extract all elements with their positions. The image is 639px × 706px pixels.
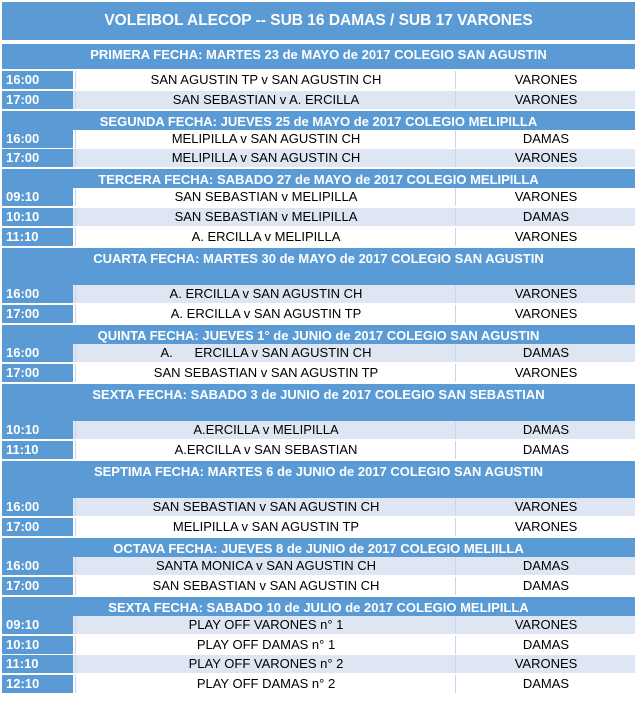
match-category: DAMAS [455, 421, 636, 439]
match-category: VARONES [455, 305, 636, 323]
match-time: 17:00 [2, 91, 73, 109]
match-category: DAMAS [455, 577, 636, 595]
match-time: 16:00 [2, 130, 73, 148]
match-time: 16:00 [2, 285, 73, 303]
match-time: 11:10 [2, 441, 73, 459]
match-time: 16:00 [2, 344, 73, 362]
match-category: DAMAS [455, 557, 636, 575]
match-teams: PLAY OFF VARONES n° 1 [75, 616, 456, 634]
match-teams: SANTA MONICA v SAN AGUSTIN CH [75, 557, 456, 575]
table-row [2, 208, 635, 227]
round-header: OCTAVA FECHA: JUEVES 8 de JUNIO de 2017 COLEGIO MELIILLA [2, 537, 635, 558]
table-row [2, 655, 635, 674]
table-row [2, 557, 635, 576]
match-teams: MELIPILLA v SAN AGUSTIN TP [75, 518, 456, 536]
match-time: 09:10 [2, 616, 73, 634]
match-time: 09:10 [2, 188, 73, 206]
round-header: QUINTA FECHA: JUEVES 1° de JUNIO de 2017 COLEGIO SAN AGUSTIN [2, 324, 635, 345]
match-teams: PLAY OFF VARONES n° 2 [75, 655, 456, 673]
match-time: 17:00 [2, 149, 73, 167]
match-teams: PLAY OFF DAMAS n° 1 [75, 636, 456, 654]
match-teams: A. ERCILLA v SAN AGUSTIN TP [75, 305, 456, 323]
match-category: DAMAS [455, 441, 636, 459]
match-teams: SAN SEBASTIAN v SAN AGUSTIN CH [75, 498, 456, 516]
match-teams: SAN SEBASTIAN v MELIPILLA [75, 208, 456, 226]
match-time: 17:00 [2, 577, 73, 595]
table-row [2, 91, 635, 110]
match-time: 10:10 [2, 208, 73, 226]
match-teams: MELIPILLA v SAN AGUSTIN CH [75, 130, 456, 148]
round-header: SEGUNDA FECHA: JUEVES 25 de MAYO de 2017 COLEGIO MELIPILLA [2, 110, 635, 131]
match-category: VARONES [455, 285, 636, 303]
match-category: VARONES [455, 71, 636, 89]
round-header: SEXTA FECHA: SABADO 10 de JULIO de 2017 COLEGIO MELIPILLA [2, 596, 635, 616]
round-header: SEPTIMA FECHA: MARTES 6 de JUNIO de 2017 COLEGIO SAN AGUSTIN [2, 460, 635, 498]
table-row [2, 305, 635, 324]
match-time: 16:00 [2, 498, 73, 516]
table-row [2, 636, 635, 655]
match-category: DAMAS [455, 675, 636, 693]
match-teams: SAN SEBASTIAN v MELIPILLA [75, 188, 456, 206]
round-header: CUARTA FECHA: MARTES 30 de MAYO de 2017 COLEGIO SAN AGUSTIN [2, 247, 635, 285]
match-time: 16:00 [2, 71, 73, 89]
round-header: SEXTA FECHA: SABADO 3 de JUNIO de 2017 COLEGIO SAN SEBASTIAN [2, 383, 635, 421]
table-row [2, 421, 635, 440]
table-row [2, 441, 635, 460]
table-row [2, 518, 635, 537]
match-category: DAMAS [455, 130, 636, 148]
table-row [2, 285, 635, 304]
match-time: 11:10 [2, 228, 73, 246]
match-category: VARONES [455, 228, 636, 246]
match-time: 12:10 [2, 675, 73, 693]
match-category: VARONES [455, 616, 636, 634]
match-time: 17:00 [2, 518, 73, 536]
match-time: 11:10 [2, 655, 73, 673]
match-category: VARONES [455, 518, 636, 536]
match-time: 17:00 [2, 364, 73, 382]
match-teams: A. ERCILLA v SAN AGUSTIN CH [75, 285, 456, 303]
match-teams: SAN AGUSTIN TP v SAN AGUSTIN CH [75, 71, 456, 89]
table-row [2, 130, 635, 149]
match-teams: A.ERCILLA v SAN SEBASTIAN [75, 441, 456, 459]
match-category: DAMAS [455, 636, 636, 654]
match-category: VARONES [455, 188, 636, 206]
table-row [2, 364, 635, 383]
match-teams: SAN SEBASTIAN v SAN AGUSTIN CH [75, 577, 456, 595]
match-category: VARONES [455, 91, 636, 109]
match-teams: A.ERCILLA v MELIPILLA [75, 421, 456, 439]
table-row [2, 344, 635, 363]
table-row [2, 228, 635, 247]
match-category: VARONES [455, 149, 636, 167]
table-row [2, 71, 635, 90]
table-row [2, 616, 635, 635]
table-row [2, 675, 635, 694]
table-row [2, 498, 635, 517]
table-row [2, 577, 635, 596]
round-header: TERCERA FECHA: SABADO 27 de MAYO de 2017 COLEGIO MELIPILLA [2, 168, 635, 189]
page-title: VOLEIBOL ALECOP -- SUB 16 DAMAS / SUB 17 VARONES [2, 2, 635, 40]
match-category: DAMAS [455, 208, 636, 226]
table-row [2, 188, 635, 207]
match-time: 10:10 [2, 636, 73, 654]
round-header: PRIMERA FECHA: MARTES 23 de MAYO de 2017 COLEGIO SAN AGUSTIN [2, 43, 635, 69]
match-teams: A. ERCILLA v MELIPILLA [75, 228, 456, 246]
match-teams: MELIPILLA v SAN AGUSTIN CH [75, 149, 456, 167]
match-category: VARONES [455, 655, 636, 673]
match-teams: SAN SEBASTIAN v A. ERCILLA [75, 91, 456, 109]
table-row [2, 149, 635, 168]
match-time: 10:10 [2, 421, 73, 439]
match-category: VARONES [455, 498, 636, 516]
match-teams: A. ERCILLA v SAN AGUSTIN CH [75, 344, 456, 362]
match-category: DAMAS [455, 344, 636, 362]
match-category: VARONES [455, 364, 636, 382]
match-teams: PLAY OFF DAMAS n° 2 [75, 675, 456, 693]
match-time: 16:00 [2, 557, 73, 575]
match-time: 17:00 [2, 305, 73, 323]
match-teams: SAN SEBASTIAN v SAN AGUSTIN TP [75, 364, 456, 382]
